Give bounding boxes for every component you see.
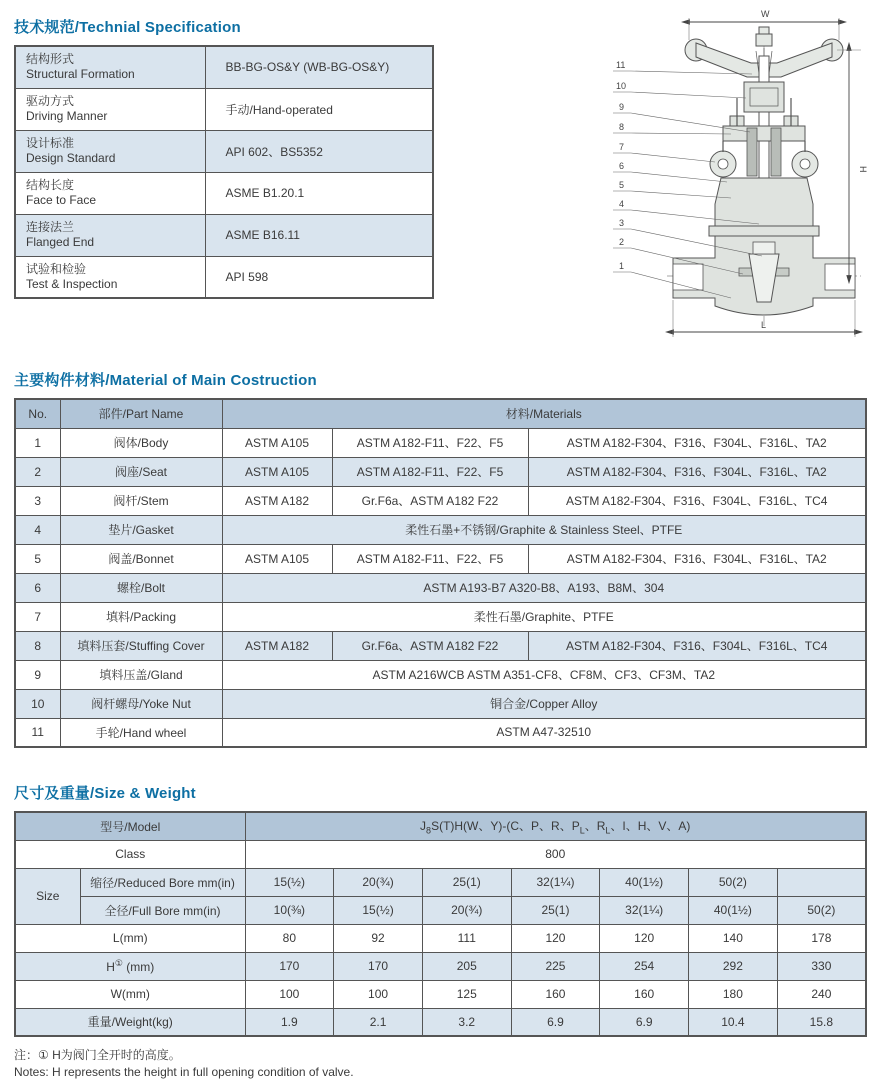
callout-1: 1 [619,261,625,271]
spec-label-en: Design Standard [26,151,116,165]
materials-header-row [15,399,866,428]
row-no: 9 [15,660,60,689]
callout-6: 6 [619,161,625,171]
spec-label-zh: 设计标准 [26,136,75,150]
material-2: Gr.F6a、ASTM A182 F22 [332,631,528,660]
spec-value: API 598 [205,256,433,298]
notes-block [14,1047,867,1082]
material-2: ASTM A182-F11、F22、F5 [332,544,528,573]
spec-label-en: Flanged End [26,235,95,249]
reduced-bore-value: 32(1¼) [511,868,600,896]
full-bore-value: 20(¾) [422,896,511,924]
callout-5: 5 [619,180,625,190]
col-header-materials: 材料/Materials [222,399,866,428]
material-3: ASTM A182-F304、F316、F304L、F316L、TA2 [528,457,866,486]
size-weight-table [14,811,867,1037]
row-no: 11 [15,718,60,747]
callout-4: 4 [619,199,625,209]
full-bore-value: 10(⅜) [245,896,334,924]
callout-numbers [616,60,626,271]
length-value: 92 [334,924,423,952]
spec-row [15,46,433,88]
part-name: 阀体/Body [60,428,222,457]
size-group-label: Size [15,868,80,924]
full-bore-value: 15(½) [334,896,423,924]
part-name: 手轮/Hand wheel [60,718,222,747]
row-no: 10 [15,689,60,718]
material-span: 柔性石墨/Graphite、PTFE [222,602,866,631]
valve-drawing [609,6,867,351]
weight-value: 1.9 [245,1008,334,1036]
full-bore-value: 25(1) [511,896,600,924]
callout-11: 11 [616,60,626,70]
row-no: 4 [15,515,60,544]
length-row [15,924,866,952]
callout-9: 9 [619,102,625,112]
dim-w-label: W [761,9,770,19]
weight-row [15,1008,866,1036]
reduced-bore-value [777,868,866,896]
material-row [15,428,866,457]
spec-label-zh: 驱动方式 [26,94,75,108]
height-label: H① (mm) [15,952,245,980]
spec-value: API 602、BS5352 [205,130,433,172]
spec-block [14,12,434,299]
weight-value: 6.9 [511,1008,600,1036]
material-1: ASTM A105 [222,428,332,457]
row-no: 7 [15,602,60,631]
spec-label [15,214,205,256]
spec-label-en: Test & Inspection [26,276,118,291]
material-row [15,486,866,515]
material-2: ASTM A182-F11、F22、F5 [332,457,528,486]
row-no: 3 [15,486,60,515]
row-no: 2 [15,457,60,486]
spec-label-en: Driving Manner [26,109,108,123]
material-span: 柔性石墨+不锈钢/Graphite & Stainless Steel、PTFE [222,515,866,544]
material-1: ASTM A105 [222,544,332,573]
width-value: 125 [422,980,511,1008]
technical-spec-table [14,45,434,299]
material-span: ASTM A216WCB ASTM A351-CF8、CF8M、CF3、CF3M、TA2 [222,660,866,689]
class-label: Class [15,840,245,868]
part-name: 填料/Packing [60,602,222,631]
height-value: 170 [245,952,334,980]
material-3: ASTM A182-F304、F316、F304L、F316L、TA2 [528,544,866,573]
part-name: 填料压盖/Gland [60,660,222,689]
spec-label-en: Face to Face [26,193,97,207]
weight-value: 15.8 [777,1008,866,1036]
col-header-part: 部件/Part Name [60,399,222,428]
height-value: 205 [422,952,511,980]
spec-value: 手动/Hand-operated [205,88,433,130]
top-section [14,9,867,351]
material-row [15,573,866,602]
width-value: 100 [245,980,334,1008]
height-value: 292 [689,952,778,980]
material-row [15,457,866,486]
weight-label: 重量/Weight(kg) [15,1008,245,1036]
callout-7: 7 [619,142,625,152]
material-span: ASTM A47-32510 [222,718,866,747]
size-weight-section [14,782,867,1037]
length-value: 178 [777,924,866,952]
reduced-bore-label: 缩径/Reduced Bore mm(in) [80,868,245,896]
material-span: 铜合金/Copper Alloy [222,689,866,718]
part-name: 螺栓/Bolt [60,573,222,602]
spec-label [15,46,205,88]
callout-3: 3 [619,218,625,228]
callout-10: 10 [616,81,627,91]
height-value: 330 [777,952,866,980]
width-value: 180 [689,980,778,1008]
material-3: ASTM A182-F304、F316、F304L、F316L、TC4 [528,631,866,660]
height-value: 170 [334,952,423,980]
spec-label-zh: 结构长度 [26,178,75,192]
width-label: W(mm) [15,980,245,1008]
length-value: 80 [245,924,334,952]
spec-value: BB-BG-OS&Y (WB-BG-OS&Y) [205,46,433,88]
dim-l-label: L [761,320,767,330]
material-row [15,631,866,660]
reduced-bore-value: 25(1) [422,868,511,896]
section-title-size-weight: 尺寸及重量/Size & Weight [14,785,196,802]
weight-value: 2.1 [334,1008,423,1036]
width-row [15,980,866,1008]
material-1: ASTM A182 [222,631,332,660]
spec-row [15,88,433,130]
spec-label [15,172,205,214]
part-name: 垫片/Gasket [60,515,222,544]
part-name: 阀杆/Stem [60,486,222,515]
row-no: 5 [15,544,60,573]
reduced-bore-value: 15(½) [245,868,334,896]
width-value: 160 [600,980,689,1008]
weight-value: 3.2 [422,1008,511,1036]
material-3: ASTM A182-F304、F316、F304L、F316L、TA2 [528,428,866,457]
length-value: 120 [600,924,689,952]
material-row [15,602,866,631]
weight-value: 10.4 [689,1008,778,1036]
spec-row [15,130,433,172]
material-row [15,718,866,747]
full-bore-value: 32(1¼) [600,896,689,924]
callout-2: 2 [619,237,625,247]
row-no: 8 [15,631,60,660]
spec-label-en: Structural Formation [26,67,135,82]
model-value: $J_8S(T)H(W$、Y)-(C、P、R、$P_L$、$R_L$、I、H、V、A) [245,812,866,840]
full-bore-label: 全径/Full Bore mm(in) [80,896,245,924]
col-header-no: No. [15,399,60,428]
reduced-bore-row [15,868,866,896]
model-row [15,812,866,840]
model-label: 型号/Model [15,812,245,840]
part-name: 阀杆螺母/Yoke Nut [60,689,222,718]
dim-h-label: H [858,166,867,173]
full-bore-row [15,896,866,924]
row-no: 6 [15,573,60,602]
material-2: Gr.F6a、ASTM A182 F22 [332,486,528,515]
material-1: ASTM A105 [222,457,332,486]
full-bore-value: 40(1½) [689,896,778,924]
spec-row [15,256,433,298]
width-value: 160 [511,980,600,1008]
length-value: 120 [511,924,600,952]
material-row [15,660,866,689]
section-title-materials: 主要构件材料/Material of Main Costruction [14,372,317,389]
material-3: ASTM A182-F304、F316、F304L、F316L、TC4 [528,486,866,515]
valve-cross-section-diagram [609,6,867,346]
full-bore-value: 50(2) [777,896,866,924]
material-1: ASTM A182 [222,486,332,515]
spec-label [15,130,205,172]
length-value: 111 [422,924,511,952]
height-value: 254 [600,952,689,980]
weight-value: 6.9 [600,1008,689,1036]
part-name: 阀盖/Bonnet [60,544,222,573]
height-row [15,952,866,980]
spec-value: ASME B16.11 [205,214,433,256]
material-2: ASTM A182-F11、F22、F5 [332,428,528,457]
materials-section [14,369,867,748]
note-line-zh: 注：① H为阀门全开时的高度。 [14,1048,181,1062]
length-value: 140 [689,924,778,952]
reduced-bore-value: 50(2) [689,868,778,896]
spec-label [15,88,205,130]
spec-row [15,172,433,214]
callout-8: 8 [619,122,625,132]
length-label: L(mm) [15,924,245,952]
material-row [15,689,866,718]
spec-row [15,214,433,256]
reduced-bore-value: 20(¾) [334,868,423,896]
spec-value: ASME B1.20.1 [205,172,433,214]
material-row [15,544,866,573]
class-value: 800 [245,840,866,868]
part-name: 阀座/Seat [60,457,222,486]
reduced-bore-value: 40(1½) [600,868,689,896]
spec-label-zh: 试验和检验 [26,261,87,276]
material-row [15,515,866,544]
spec-label [15,256,205,298]
height-value: 225 [511,952,600,980]
section-title-technical-spec: 技术规范/Technial Specification [14,19,241,36]
spec-label-zh: 结构形式 [26,52,75,67]
spec-label-zh: 连接法兰 [26,220,75,234]
width-value: 240 [777,980,866,1008]
class-row [15,840,866,868]
materials-table [14,398,867,748]
material-span: ASTM A193-B7 A320-B8、A193、B8M、304 [222,573,866,602]
row-no: 1 [15,428,60,457]
note-line-en: Notes: H represents the height in full opening condition of valve. [14,1065,354,1080]
part-name: 填料压套/Stuffing Cover [60,631,222,660]
width-value: 100 [334,980,423,1008]
